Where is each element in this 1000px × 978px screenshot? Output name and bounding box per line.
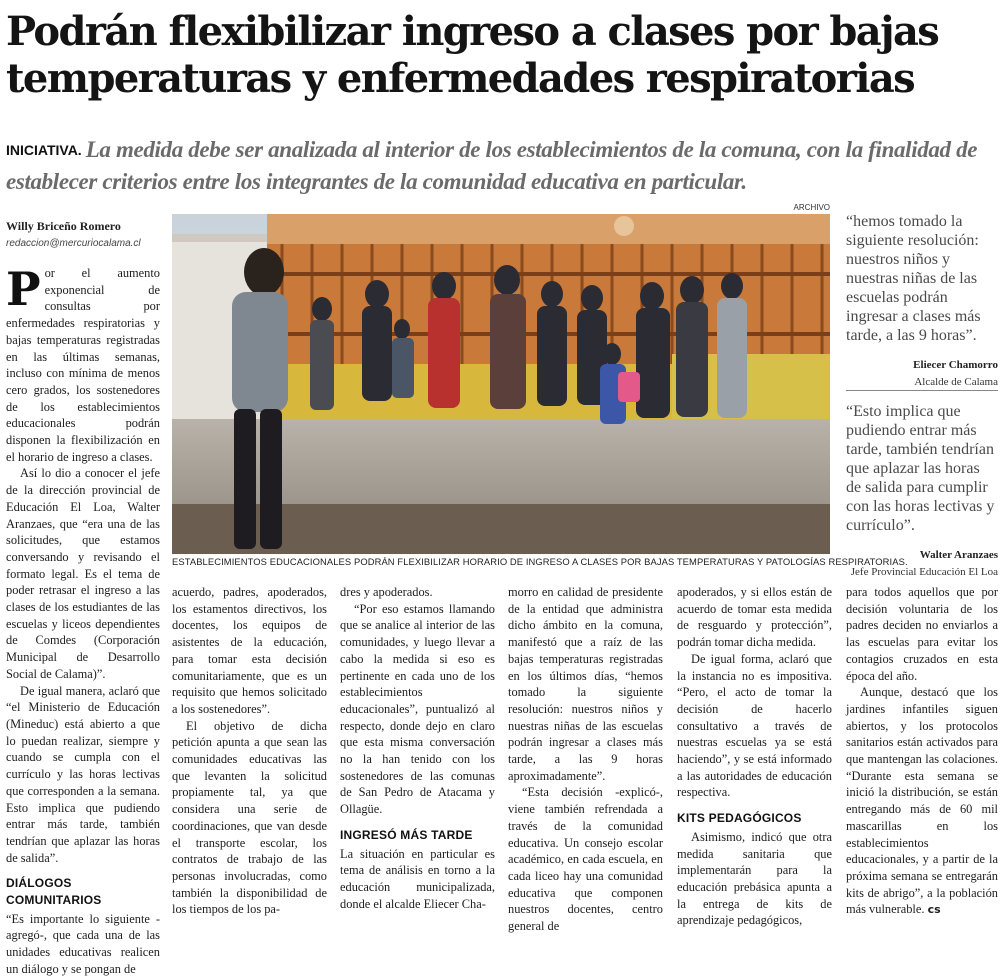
paragraph-text: Aunque, destacó que los jardines infantiles siguen abiertos, y los protocolos sanitarios están activados para que mantengan las colaciones. “Durante esta semana se inició la distribución, se están entregando más de 60 mil mascarillas en los establecimientos educacionales, y a partir de la próxima semana se entregarán kits de abrigo”, a la población más vulnerable. [846,685,998,917]
article-column-2 [172,584,327,918]
pull-quote-name: Eliecer Chamorro [913,359,998,371]
pull-quote-2 [846,402,998,578]
section-heading: DIÁLOGOS COMUNITARIOS [6,876,102,908]
paragraph: morro en calidad de presidente de la entidad que administra dicho ámbito en la comuna, manifestó que a raíz de las bajas temperaturas registradas en los últimos días, “hemos tomado la siguiente resolución: nuestros niños y nuestras niñas de las escuelas podrán ingresar a clases más tarde, a las 9 horas aproximadamente”. [508,585,663,783]
lead-kicker: INICIATIVA. [6,142,82,158]
headline [6,8,996,102]
pull-quote-name: Walter Aranzaes [919,549,998,561]
article-photo-block [172,203,830,552]
section-heading: KITS PEDAGÓGICOS [677,811,802,826]
article-column-1 [6,262,160,978]
article-photo [172,214,830,554]
paragraph: “Es importante lo siguiente -agregó-, que cada una de las unidades educativas realicen un diálogo y se pongan de [6,911,160,976]
pull-quote-text: “hemos tomado la siguiente resolución: nuestros niños y nuestras niñas de las escuelas podrán ingresar a clases más tarde, a las 9 horas”. [846,213,981,344]
pull-quote-1 [846,212,998,388]
school-entrance-photo [172,214,830,554]
paragraph: apoderados, y si ellos están de acuerdo de tomar esta medida de resguardo y protección”, podrán tomar dicha medida. [677,585,832,650]
lead-text: La medida debe ser analizada al interior de los establecimientos de la comuna, con la finalidad de establecer criterios entre los integrantes de la comunidad educativa en particular. [6,137,978,194]
paragraph: “Esta decisión -explicó-, viene también refrendada a través de la comunidad educativa. Un consejo escolar académico, en cada escuela, en cada liceo hay una comunidad educativa que componen nuestros docentes, centro general de [508,785,663,934]
section-heading: INGRESÓ MÁS TARDE [340,827,473,842]
paragraph: “Por eso estamos llamando que se analice al interior de las comunidades, y luego llevar a cabo la medida si eso es pertinente en cada uno de los establecimientos educacionales”, puntualizó al respecto, donde dejo en claro que esta misma conversación no la han tenido con los sostenedores de las comunas de San Pedro de Atacama y Ollagüe. [340,601,495,817]
divider [846,390,998,391]
photo-credit: ARCHIVO [793,203,830,212]
end-mark: cs [927,903,941,917]
byline-email: redaccion@mercuriocalama.cl [6,238,141,249]
pull-quote-text: “Esto implica que pudiendo entrar más tarde, también tendrían que aplazar las horas de salida para cumplir con las horas lectivas y currículo”. [846,403,995,534]
paragraph: El objetivo de dicha petición apunta a que sean las comunidades educativas las que levanten la solicitud propiamente tal, ya que considera una serie de coordinaciones, que van desde el transporte escolar, los contratos de trabajo de las personas involucradas, como también la disponibilidad de los tiempos de los pa- [172,718,327,917]
article-column-5 [677,584,832,929]
paragraph-text: or el aumento exponencial de consultas por enfermedades respiratorias y bajas temperaturas registradas en las últimas semanas, incluso con mínima de menos cero grados, los sostenedores de los establecimientos educacionales podrán disponen la flexibilización en el horario de ingreso a clases. [6,266,160,464]
drop-cap: P [6,262,41,316]
article-column-4 [508,584,663,935]
paragraph: De igual manera, aclaró que “el Ministerio de Educación (Mineduc) está abierto a que lo puedan realizar, siempre y cuando se cumpla con el currículo y las horas lectivas que corresponden a la semana. Esto implica que pudiendo entrar más tarde, también tendrían que aplazar las horas de salida”. [6,683,160,865]
headline-line-2: temperaturas y enfermedades respiratorias [6,55,915,102]
paragraph: Asimismo, indicó que otra medida sanitaria que implementarán para la educación prebásica apunta a la entrega de kits de aprendizaje pedagógicos, [677,829,832,928]
paragraph: dres y apoderados. [340,585,433,599]
byline-author: Willy Briceño Romero [6,219,121,233]
lead-paragraph [6,134,996,197]
paragraph: La situación en particular es tema de análisis en torno a la educación municipalizada, donde el alcalde Eliecer Cha- [340,846,495,911]
paragraph: para todos aquellos que por decisión voluntaria de los padres deciden no enviarlos a las escuelas para evitar los contagios cruzados en esta época del año. [846,585,998,683]
headline-line-1: Podrán flexibilizar ingreso a clases por bajas [6,8,939,55]
paragraph [6,262,160,465]
byline [6,219,166,249]
paragraph: Así lo dio a conocer el jefe de la dirección provincial de Educación El Loa, Walter Aranzaes, que “era una de las solicitudes, que estamos conversando y revisando el formato legal. Es el tema de poder retrasar el ingreso a las clases de los estudiantes de las escuelas y liceos dependientes de Comdes (Corporación Municipal de Desarrollo Social de Calama)”. [6,466,160,681]
article-column-3 [340,584,495,912]
paragraph: De igual forma, aclaró que la instancia no es impositiva. “Pero, el acto de tomar la decisión de hacerlo consultativo a través de nuestras escuelas ya se está haciendo”, y se está informado a las autoridades de educación respectiva. [677,651,832,800]
pull-quote-role: Jefe Provincial Educación El Loa [850,566,998,578]
photo-caption: ESTABLECIMIENTOS EDUCACIONALES PODRÁN FLEXIBILIZAR HORARIO DE INGRESO A CLASES POR BAJAS TEMPERATURAS Y PATOLOGÍAS RESPIRATORIAS. [172,556,908,567]
article-column-6 [846,584,998,919]
paragraph [846,684,998,919]
paragraph: acuerdo, padres, apoderados, los estamentos directivos, los docentes, los equipos de asistentes de la educación, para tomar esta decisión comunitariamente, que es un requisito que hemos solicitado a los sostenedores”. [172,585,327,716]
pull-quote-role: Alcalde de Calama [914,376,998,388]
